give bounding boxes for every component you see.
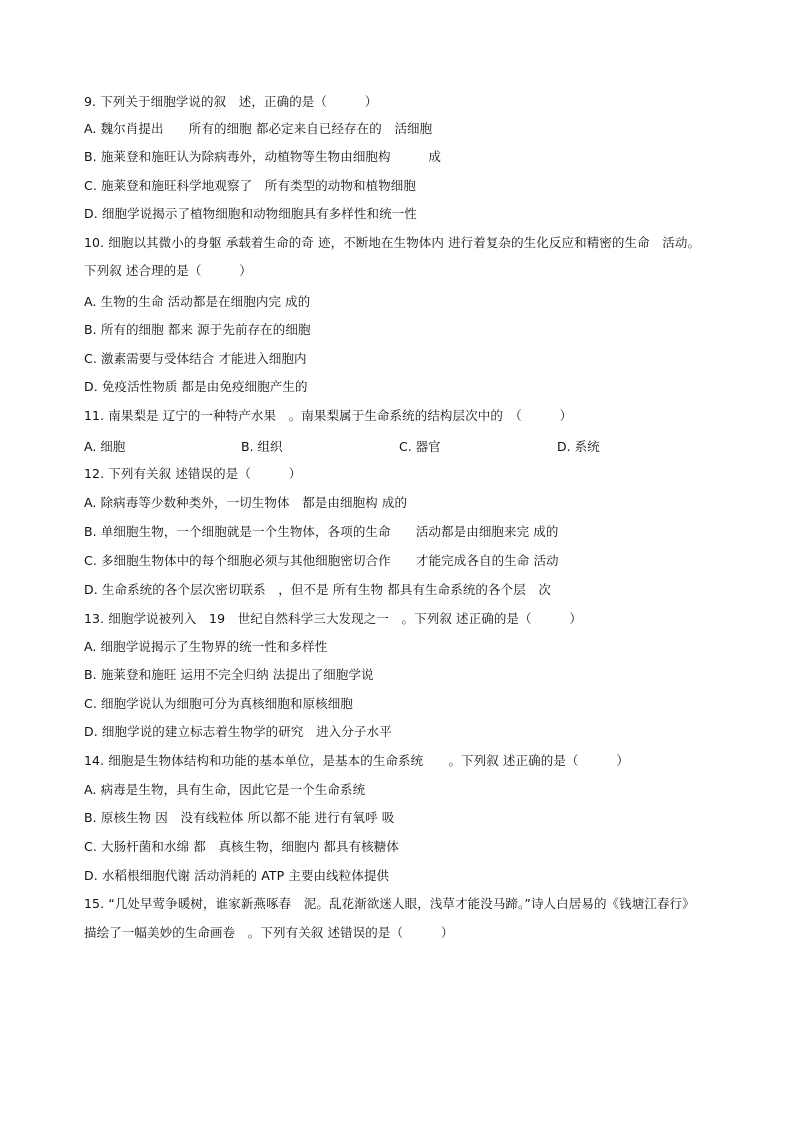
question-10-stem-line-1: 10. 细胞以其微小的身躯 承载着生命的奇 迹，不断地在生物体内 进行着复杂的生化反应和精密的生命 活动。 <box>84 235 701 250</box>
question-12-option-a: A. 除病毒等少数种类外，一切生物体 都是由细胞构 成的 <box>84 495 408 510</box>
question-13-option-b: B. 施莱登和施旺 运用不完全归纳 法提出了细胞学说 <box>84 667 374 682</box>
question-12-stem: 12. 下列有关叙 述错误的是（ ） <box>84 466 302 481</box>
question-14-option-c: C. 大肠杆菌和水绵 都 真核生物，细胞内 都具有核糖体 <box>84 839 399 854</box>
question-13-option-a: A. 细胞学说揭示了生物界的统一性和多样性 <box>84 639 328 654</box>
question-10-option-b: B. 所有的细胞 都来 源于先前存在的细胞 <box>84 322 311 337</box>
question-12-option-b: B. 单细胞生物，一个细胞就是一个生物体，各项的生命 活动都是由细胞来完 成的 <box>84 524 559 539</box>
question-14-option-a: A. 病毒是生物，具有生命，因此它是一个生命系统 <box>84 782 366 797</box>
question-9-option-d: D. 细胞学说揭示了植物细胞和动物细胞具有多样性和统一性 <box>84 206 417 221</box>
question-9-option-a: A. 魏尔肖提出 所有的细胞 都必定来自已经存在的 活细胞 <box>84 121 433 136</box>
question-11-option-a: A. 细胞 <box>84 439 126 454</box>
question-11-stem: 11. 南果梨是 辽宁的一种特产水果 。南果梨属于生命系统的结构层次中的 （ ） <box>84 408 573 423</box>
question-14-option-d: D. 水稻根细胞代谢 活动消耗的 ATP 主要由线粒体提供 <box>84 868 390 883</box>
question-12-option-c: C. 多细胞生物体中的每个细胞必须与其他细胞密切合作 才能完成各自的生命 活动 <box>84 553 559 568</box>
question-15-stem-line-2: 描绘了一幅美妙的生命画卷 。下列有关叙 述错误的是（ ） <box>84 925 454 940</box>
question-13-stem: 13. 细胞学说被列入 19 世纪自然科学三大发现之一 。下列叙 述正确的是（ ） <box>84 611 583 626</box>
question-14-option-b: B. 原核生物 因 没有线粒体 所以都不能 进行有氧呼 吸 <box>84 810 395 825</box>
question-11-option-c: C. 器官 <box>399 439 441 454</box>
question-10-stem-line-2: 下列叙 述合理的是（ ） <box>84 263 252 278</box>
question-10-option-d: D. 免疫活性物质 都是由免疫细胞产生的 <box>84 379 308 394</box>
question-10-option-a: A. 生物的生命 活动都是在细胞内完 成的 <box>84 294 311 309</box>
question-10-option-c: C. 激素需要与受体结合 才能进入细胞内 <box>84 351 307 366</box>
question-9-option-c: C. 施莱登和施旺科学地观察了 所有类型的动物和植物细胞 <box>84 178 416 193</box>
question-12-option-d: D. 生命系统的各个层次密切联系 ，但不是 所有生物 都具有生命系统的各个层 次 <box>84 582 552 597</box>
question-11-option-b: B. 组织 <box>241 439 283 454</box>
question-9-option-b: B. 施莱登和施旺认为除病毒外，动植物等生物由细胞构 成 <box>84 149 442 164</box>
question-13-option-c: C. 细胞学说认为细胞可分为真核细胞和原核细胞 <box>84 696 353 711</box>
question-11-options <box>84 437 704 455</box>
question-13-option-d: D. 细胞学说的建立标志着生物学的研究 进入分子水平 <box>84 724 392 739</box>
question-11-option-d: D. 系统 <box>557 439 600 454</box>
question-9-stem: 9. 下列关于细胞学说的叙 述，正确的是（ ） <box>84 94 378 109</box>
question-14-stem: 14. 细胞是生物体结构和功能的基本单位，是基本的生命系统 。下列叙 述正确的是（ ） <box>84 753 629 768</box>
question-15-stem-line-1: 15. “几处早莺争暖树，谁家新燕啄春 泥。乱花渐欲迷人眼，浅草才能没马蹄。”诗人白居易的《钱塘江春行》 <box>84 896 695 911</box>
